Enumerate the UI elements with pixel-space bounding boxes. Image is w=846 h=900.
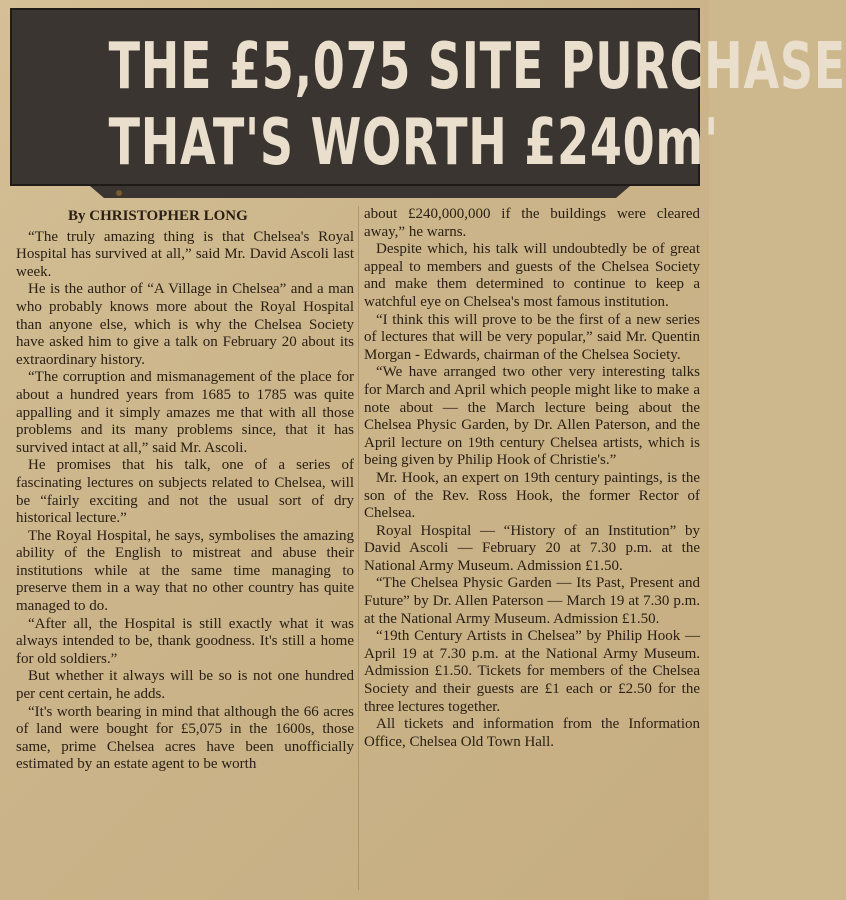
byline: By CHRISTOPHER LONG	[68, 208, 248, 224]
paragraph: All tickets and information from the Information Office, Chelsea Old Town Hall.	[364, 716, 700, 750]
headline-notch	[90, 186, 630, 198]
right-column	[364, 206, 700, 751]
left-column	[16, 208, 354, 774]
paragraph: “After all, the Hospital is still exactly what it was always intended to be, thank goodness. It's still a home for old soldiers.”	[16, 615, 354, 667]
paragraph: He promises that his talk, one of a series of fascinating lectures on subjects related to Chelsea, will be “fairly exciting and not the usual sort of dry historical lecture.”	[16, 457, 354, 527]
paragraph: about £240,000,000 if the buildings were cleared away,” he warns.	[364, 206, 700, 240]
paragraph: The Royal Hospital, he says, symbolises the amazing ability of the English to mistreat and abuse their institutions while at the same time managing to preserve them in a way that no other country has quite managed to do.	[16, 527, 354, 615]
headline-line-2: THAT'S WORTH £240m'	[108, 106, 719, 180]
paragraph: He is the author of “A Village in Chelsea” and a man who probably knows more about the Royal Hospital than anyone else, which is why the Chelsea Society have asked him to give a talk on February 20 about its extraordinary history.	[16, 281, 354, 368]
lecture-listing: Royal Hospital — “History of an Institution” by David Ascoli — February 20 at 7.30 p.m. at the National Army Museum. Admission £1.50.	[364, 522, 700, 574]
paragraph: “We have arranged two other very interesting talks for March and April which people might like to make a note about — the March lecture being about the Chelsea Physic Garden, by Dr. Allen Paterson, and the April lecture on 19th century Chelsea artists, which is being given by Philip Hook of Christie's.”	[364, 364, 700, 469]
paragraph: “It's worth bearing in mind that although the 66 acres of land were bought for £5,075 in the 1600s, those same, prime Chelsea acres have been unofficially estimated by an estate agent to be worth	[16, 703, 354, 773]
lecture-listing: “The Chelsea Physic Garden — Its Past, Present and Future” by Dr. Allen Paterson — March 19 at 7.30 p.m. at the National Army Museum. Admission £1.50.	[364, 575, 700, 627]
paragraph: “I think this will prove to be the first of a new series of lectures that will be very popular,” said Mr. Quentin Morgan - Edwards, chairman of the Chelsea Society.	[364, 311, 700, 363]
headline-banner	[10, 8, 846, 186]
print-speck	[116, 190, 122, 196]
headline-line-1: THE £5,075 SITE PURCHASE	[108, 30, 846, 104]
paragraph: “The truly amazing thing is that Chelsea's Royal Hospital has survived at all,” said Mr. David Ascoli last week.	[16, 228, 354, 280]
paragraph: Despite which, his talk will undoubtedly be of great appeal to members and guests of the Chelsea Society and make them determined to continue to keep a watchful eye on Chelsea's most famous institution.	[364, 241, 700, 310]
column-divider	[358, 206, 359, 890]
paragraph: But whether it always will be so is not one hundred per cent certain, he adds.	[16, 668, 354, 703]
lecture-listing: “19th Century Artists in Chelsea” by Philip Hook — April 19 at 7.30 p.m. at the National Army Museum. Admission £1.50. Tickets for members of the Chelsea Society and their guests are £1 each or £2.50 for the three lectures together.	[364, 628, 700, 715]
paragraph: “The corruption and mismanagement of the place for about a hundred years from 1685 to 1785 was quite appalling and it simply amazes me that with all those problems and its many problems since, that it has survived intact at all,” said Mr. Ascoli.	[16, 369, 354, 456]
paragraph: Mr. Hook, an expert on 19th century paintings, is the son of the Rev. Ross Hook, the former Rector of Chelsea.	[364, 469, 700, 522]
